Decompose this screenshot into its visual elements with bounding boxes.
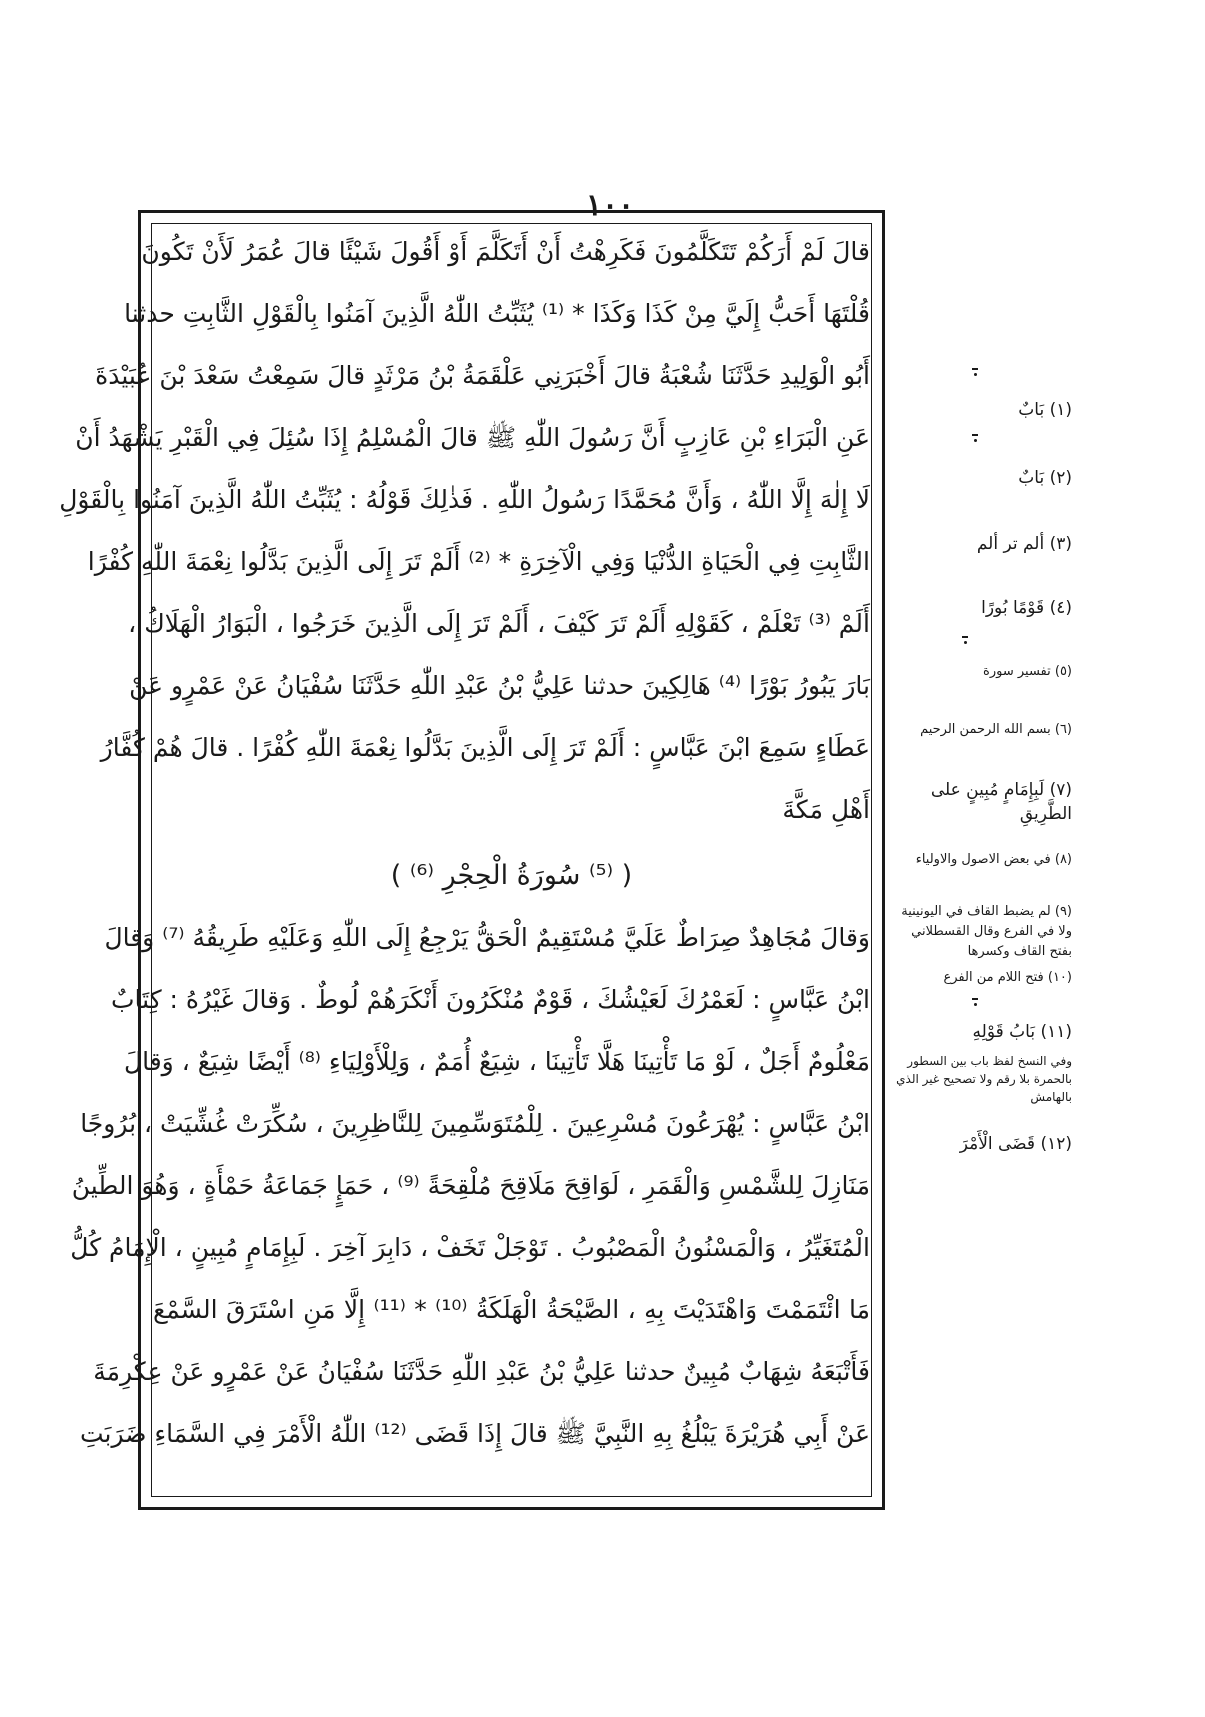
text-line: أَهْلِ مَكَّةَ <box>782 795 870 824</box>
correction-mark <box>972 368 978 376</box>
text-line: فَأَتْبَعَهُ شِهَابٌ مُبِينٌ حدثنا عَلِيُّ بْنُ عَبْدِ اللّٰهِ حَدَّثَنَا سُفْيَانُ عَنْ عَمْرٍو عَنْ عِكْرِمَةَ <box>93 1357 870 1386</box>
margin-note: وفي النسخ لفظ باب بين السطور بالحمرة بلا رقم ولا تصحيح غير الذي بالهامش <box>896 1054 1072 1104</box>
margin-note: (١٢) قَضَى الْأَمْرَ <box>959 1134 1072 1154</box>
margin-note: (٧) لَبِإِمَامٍ مُبِينٍ على الطَّرِيقِ <box>930 780 1072 824</box>
surah-heading: ( ⁽⁵⁾ سُورَةُ الْحِجْرِ ⁽⁶⁾ ) <box>390 860 633 891</box>
text-line: وَقالَ مُجَاهِدٌ صِرَاطٌ عَلَيَّ مُسْتَقِيمٌ الْحَقُّ يَرْجِعُ إِلَى اللّٰهِ وَعَلَيْهِ طَرِيقُهُ ⁽⁷⁾ وَقالَ <box>104 923 870 952</box>
margin-note: (٣) ألم تر ألم <box>976 534 1072 554</box>
margin-note: (١) بَابٌ <box>1018 400 1072 420</box>
text-line: عَنِ الْبَرَاءِ بْنِ عَازِبٍ أَنَّ رَسُولَ اللّٰهِ ﷺ قالَ الْمُسْلِمُ إِذَا سُئِلَ فِي الْقَبْرِ يَشْهَدُ أَنْ <box>75 423 870 452</box>
margin-note: (٤) قَوْمًا بُورًا <box>981 598 1072 618</box>
text-line: مَعْلُومٌ أَجَلٌ ، لَوْ مَا تَأْتِينَا هَلَّا تَأْتِينَا ، شِيَعٌ أُمَمٌ ، وَلِلْأَوْلِيَاءِ ⁽⁸⁾ أَيْضًا شِيَعٌ ، وَقالَ <box>123 1047 870 1076</box>
text-frame <box>59 210 885 1510</box>
margin-note: (١٠) فتح اللام من الفرع <box>943 970 1072 985</box>
margin-note: (٢) بَابٌ <box>1018 468 1072 488</box>
correction-mark <box>972 434 978 442</box>
margin-note: (١١) بَابُ قَوْلِهِ <box>972 1022 1072 1042</box>
margin-note: (٩) لم يضبط القاف في اليونينية ولا في الفرع وقال القسطلاني بفتح القاف وكسرها <box>901 904 1072 959</box>
text-line: مَنَازِلَ لِلشَّمْسِ وَالْقَمَرِ ، لَوَاقِحَ مَلَاقِحَ مُلْقِحَةً ⁽⁹⁾ ، حَمَإٍ جَمَاعَةُ حَمْأَةٍ ، وَهُوَ الطِّينُ <box>71 1171 870 1200</box>
correction-mark <box>962 636 968 644</box>
text-line: الْمُتَغَيِّرُ ، وَالْمَسْنُونُ الْمَصْبُوبُ . تَوْجَلْ تَخَفْ ، دَابِرَ آخِرَ . لَبِإِمَامٍ مُبِينٍ ، الْإِمَامُ كُلُّ <box>70 1233 870 1262</box>
correction-mark <box>972 998 978 1006</box>
margin-note: (٦) بسم الله الرحمن الرحيم <box>920 722 1072 737</box>
text-line: لَا إِلٰهَ إِلَّا اللّٰهُ ، وَأَنَّ مُحَمَّدًا رَسُولُ اللّٰهِ . فَذٰلِكَ قَوْلُهُ : يُثَبِّتُ اللّٰهُ الَّذِينَ آمَنُوا بِالْقَوْلِ <box>59 485 870 514</box>
text-line: عَطَاءٍ سَمِعَ ابْنَ عَبَّاسٍ : أَلَمْ تَرَ إِلَى الَّذِينَ بَدَّلُوا نِعْمَةَ اللّٰهِ كُفْرًا . قالَ هُمْ كُفَّارُ <box>100 733 870 762</box>
text-line: أَلَمْ ⁽³⁾ تَعْلَمْ ، كَقَوْلِهِ أَلَمْ تَرَ كَيْفَ ، أَلَمْ تَرَ إِلَى الَّذِينَ خَرَجُوا ، الْبَوَارُ الْهَلَاكُ ، <box>128 609 870 638</box>
text-line: قالَ لَمْ أَرَكُمْ تَتَكَلَّمُونَ فَكَرِهْتُ أَنْ أَتَكَلَّمَ أَوْ أَقُولَ شَيْئًا قالَ عُمَرُ لَأَنْ تَكُونَ <box>141 237 870 266</box>
text-line: ابْنُ عَبَّاسٍ : لَعَمْرُكَ لَعَيْشُكَ ، قَوْمٌ مُنْكَرُونَ أَنْكَرَهُمْ لُوطٌ . وَقالَ غَيْرُهُ : كِتَابٌ <box>111 985 870 1014</box>
text-line: أَبُو الْوَلِيدِ حَدَّثَنَا شُعْبَةُ قالَ أَخْبَرَنِي عَلْقَمَةُ بْنُ مَرْثَدٍ قالَ سَمِعْتُ سَعْدَ بْنَ عُبَيْدَةَ <box>95 361 870 390</box>
main-text <box>59 221 870 1465</box>
page-number: ١٠٠ <box>585 188 635 223</box>
text-line: بَارَ يَبُورُ بَوْرًا ⁽⁴⁾ هَالِكِينَ حدثنا عَلِيُّ بْنُ عَبْدِ اللّٰهِ حَدَّثَنَا سُفْيَانُ عَنْ عَمْرٍو عَنْ <box>129 671 870 700</box>
text-line: مَا ائْتَمَمْتَ وَاهْتَدَيْتَ بِهِ ، الصَّيْحَةُ الْهَلَكَةُ ⁽¹⁰⁾ * ⁽¹¹⁾ إِلَّا مَنِ اسْتَرَقَ السَّمْعَ <box>153 1295 870 1324</box>
text-line: الثَّابِتِ فِي الْحَيَاةِ الدُّنْيَا وَفِي الْآخِرَةِ * ⁽²⁾ أَلَمْ تَرَ إِلَى الَّذِينَ بَدَّلُوا نِعْمَةَ اللّٰهِ كُفْرًا <box>87 547 870 576</box>
margin-note: (٨) في بعض الاصول والاولياء <box>915 852 1072 867</box>
text-line: قُلْتَهَا أَحَبُّ إِلَيَّ مِنْ كَذَا وَكَذَا * ⁽¹⁾ يُثَبِّتُ اللّٰهُ الَّذِينَ آمَنُوا بِالْقَوْلِ الثَّابِتِ حدثنا <box>124 299 870 328</box>
margin-note: (٥) تفسير سورة <box>983 664 1072 679</box>
text-line: عَنْ أَبِي هُرَيْرَةَ يَبْلُغُ بِهِ النَّبِيَّ ﷺ قالَ إِذَا قَضَى ⁽¹²⁾ اللّٰهُ الْأَمْرَ فِي السَّمَاءِ ضَرَبَتِ <box>79 1419 870 1448</box>
text-line: ابْنُ عَبَّاسٍ : يُهْرَعُونَ مُسْرِعِينَ . لِلْمُتَوَسِّمِينَ لِلنَّاظِرِينَ ، سُكِّرَتْ غُشِّيَتْ ، بُرُوجًا <box>80 1109 870 1138</box>
